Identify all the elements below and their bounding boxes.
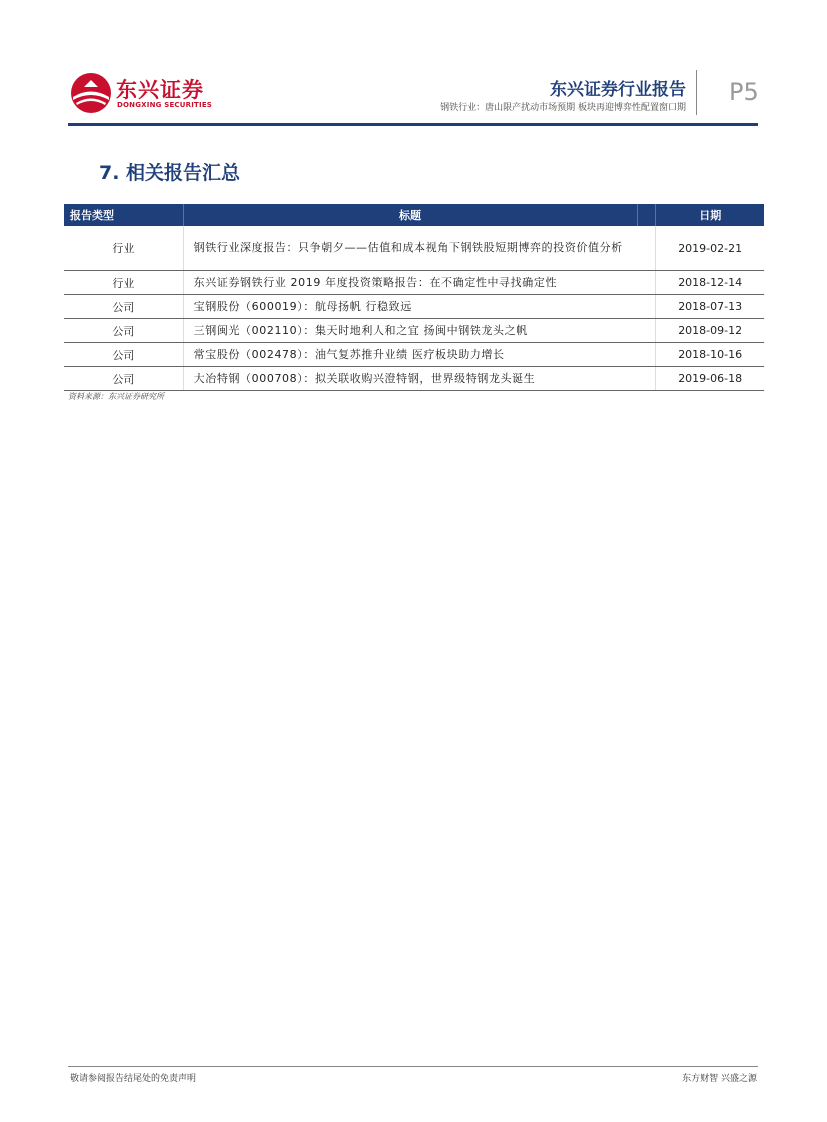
logo-text-en: DONGXING SECURITIES bbox=[117, 101, 213, 109]
row-title: 钢铁行业深度报告：只争朝夕——估值和成本视角下钢铁股短期博弈的投资价值分析 bbox=[193, 241, 623, 254]
row-title: 大冶特钢（000708）：拟关联收购兴澄特钢，世界级特钢龙头诞生 bbox=[193, 371, 536, 385]
header-title: 标题 bbox=[184, 204, 638, 226]
table-row bbox=[64, 343, 764, 367]
brand-title: 东兴证券行业报告 bbox=[550, 80, 686, 100]
page-number: P5 bbox=[729, 78, 759, 106]
table-row bbox=[64, 226, 764, 271]
header-type: 报告类型 bbox=[64, 204, 184, 226]
related-reports-table bbox=[64, 204, 764, 391]
row-title: 宝钢股份（600019）：航母扬帆 行稳致远 bbox=[193, 299, 412, 313]
header-rule bbox=[68, 123, 758, 126]
table-row bbox=[64, 295, 764, 319]
company-logo bbox=[70, 72, 220, 114]
table-source-note: 资料来源：东兴证券研究所 bbox=[68, 392, 164, 401]
row-type: 行业 bbox=[64, 226, 184, 270]
header-date: 日期 bbox=[699, 209, 722, 222]
logo-text-cn: 东兴证券 bbox=[116, 78, 204, 102]
row-type: 公司 bbox=[64, 343, 184, 366]
table-header bbox=[64, 204, 764, 226]
footer-rule bbox=[68, 1066, 758, 1067]
row-title: 常宝股份（002478）：油气复苏推升业绩 医疗板块助力增长 bbox=[193, 347, 505, 361]
row-date: 2018-09-12 bbox=[655, 319, 764, 342]
row-type: 公司 bbox=[64, 295, 184, 318]
table-row bbox=[64, 319, 764, 343]
footer-slogan: 东方财智 兴盛之源 bbox=[682, 1074, 757, 1084]
section-title: 7. 相关报告汇总 bbox=[99, 162, 241, 184]
row-date: 2018-10-16 bbox=[655, 343, 764, 366]
row-date: 2019-06-18 bbox=[655, 367, 764, 390]
row-type: 公司 bbox=[64, 367, 184, 390]
footer-disclaimer-note: 敬请参阅报告结尾处的免责声明 bbox=[70, 1074, 197, 1084]
header-divider bbox=[696, 70, 697, 115]
row-date: 2019-02-21 bbox=[655, 226, 764, 270]
row-title: 东兴证券钢铁行业 2019 年度投资策略报告：在不确定性中寻找确定性 bbox=[193, 275, 558, 289]
logo-mark-icon bbox=[70, 72, 112, 114]
report-subtitle: 钢铁行业：唐山限产扰动市场预期 板块再迎博弈性配置窗口期 bbox=[440, 103, 686, 113]
row-type: 行业 bbox=[64, 271, 184, 294]
row-type: 公司 bbox=[64, 319, 184, 342]
table-row bbox=[64, 367, 764, 391]
row-title: 三钢闽光（002110）：集天时地利人和之宜 扬闽中钢铁龙头之帆 bbox=[193, 323, 528, 337]
row-date: 2018-07-13 bbox=[655, 295, 764, 318]
header-spacer bbox=[638, 204, 657, 226]
row-date: 2018-12-14 bbox=[655, 271, 764, 294]
table-row bbox=[64, 271, 764, 295]
